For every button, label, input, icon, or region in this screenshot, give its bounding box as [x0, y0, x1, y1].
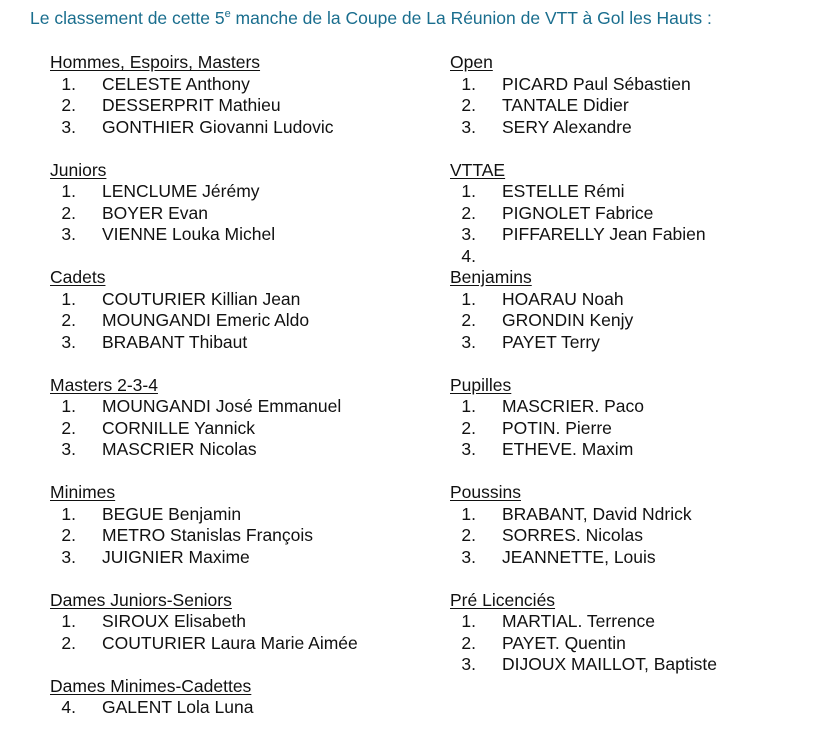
- result-entry: [450, 654, 717, 676]
- spacer: [450, 353, 717, 375]
- rank-number: 1.: [61, 611, 76, 631]
- result-entry: [50, 525, 358, 547]
- result-entry: [450, 633, 717, 655]
- rider-name: MOUNGANDI José Emmanuel: [102, 396, 342, 416]
- rank-number: 1.: [461, 73, 476, 94]
- result-entry: [50, 117, 358, 139]
- headline-text-start: Le classement de cette 5: [30, 8, 225, 28]
- rider-name: COUTURIER Killian Jean: [102, 288, 301, 309]
- category-title: Poussins: [450, 482, 522, 502]
- category-title: Benjamins: [450, 267, 532, 287]
- rank-number: 2.: [461, 310, 476, 330]
- rider-name: PIGNOLET Fabrice: [502, 202, 654, 223]
- category-title: Pré Licenciés: [450, 589, 556, 610]
- rank-number: 1.: [461, 181, 476, 201]
- rider-name: BEGUE Benjamin: [102, 503, 242, 524]
- result-entry: [450, 504, 717, 526]
- result-entry: [450, 117, 717, 139]
- rank-number: 1.: [61, 396, 76, 416]
- result-entry: [50, 310, 358, 332]
- result-entry: [50, 697, 358, 719]
- category-dames-juniors-seniors: [50, 590, 358, 655]
- result-entry: [450, 525, 717, 547]
- rider-name: PIFFARELLY Jean Fabien: [502, 224, 706, 244]
- category-title: Pupilles: [450, 374, 512, 395]
- rank-number: 1.: [61, 73, 76, 94]
- rank-number: 3.: [461, 116, 476, 137]
- rank-number: 2.: [61, 632, 76, 653]
- rank-number: 2.: [461, 417, 476, 438]
- rank-number: 3.: [61, 331, 76, 352]
- spacer: [50, 353, 358, 375]
- rider-name: GONTHIER Giovanni Ludovic: [102, 116, 334, 137]
- rider-name: MASCRIER Nicolas: [102, 439, 257, 459]
- result-entry: [50, 547, 358, 569]
- rank-number: 3.: [61, 116, 76, 137]
- rider-name: SIROUX Elisabeth: [102, 611, 246, 631]
- category-title: Dames Juniors-Seniors: [50, 589, 232, 610]
- category-title: Dames Minimes-Cadettes: [50, 675, 252, 696]
- category-title: Open: [450, 52, 493, 72]
- rider-name: JEANNETTE, Louis: [502, 546, 656, 567]
- rank-number: 3.: [461, 224, 476, 244]
- category-title: Cadets: [50, 267, 106, 287]
- category-title: VTTAE: [450, 159, 506, 180]
- result-entry: [50, 418, 358, 440]
- rank-number: 2.: [461, 632, 476, 653]
- rider-name: COUTURIER Laura Marie Aimée: [102, 632, 358, 653]
- rank-number: 3.: [461, 546, 476, 567]
- rider-name: LENCLUME Jérémy: [102, 181, 260, 201]
- category-juniors: [50, 160, 358, 246]
- result-entry: [450, 246, 717, 268]
- result-entry: [450, 203, 717, 225]
- result-entry: [450, 418, 717, 440]
- rank-number: 1.: [461, 611, 476, 631]
- result-entry: [50, 633, 358, 655]
- rank-number: 2.: [61, 417, 76, 438]
- spacer: [50, 246, 358, 268]
- category-masters-2-3-4: [50, 375, 358, 461]
- rank-number: 1.: [461, 288, 476, 309]
- rider-name: SORRES. Nicolas: [502, 525, 644, 545]
- result-entry: [450, 289, 717, 311]
- rider-name: GALENT Lola Luna: [102, 697, 254, 717]
- category-title: Masters 2-3-4: [50, 374, 158, 395]
- rank-number: 3.: [461, 439, 476, 459]
- rider-name: JUIGNIER Maxime: [102, 546, 250, 567]
- page-headline: [30, 8, 712, 29]
- rider-name: PAYET Terry: [502, 331, 600, 352]
- rider-name: METRO Stanislas François: [102, 525, 314, 545]
- category-benjamins: [450, 267, 717, 353]
- category-poussins: [450, 482, 717, 568]
- result-entry: [450, 332, 717, 354]
- rank-number: 2.: [61, 525, 76, 545]
- rider-name: ESTELLE Rémi: [502, 181, 625, 201]
- category-title: Hommes, Espoirs, Masters: [50, 52, 261, 72]
- category-title: Minimes: [50, 482, 116, 502]
- rank-number: 2.: [461, 202, 476, 223]
- result-entry: [50, 95, 358, 117]
- result-entry: [50, 439, 358, 461]
- rank-number: 1.: [61, 288, 76, 309]
- left-results-column: [50, 52, 358, 719]
- rider-name: DIJOUX MAILLOT, Baptiste: [502, 654, 717, 674]
- rider-name: MARTIAL. Terrence: [502, 611, 656, 631]
- category-open: [450, 52, 717, 138]
- rider-name: HOARAU Noah: [502, 288, 624, 309]
- rider-name: CELESTE Anthony: [102, 73, 250, 94]
- headline-text-end: manche de la Coupe de La Réunion de VTT à Gol les Hauts :: [230, 8, 712, 28]
- result-entry: [50, 611, 358, 633]
- spacer: [450, 138, 717, 160]
- rank-number: 1.: [461, 503, 476, 524]
- rank-number: 2.: [61, 310, 76, 330]
- category-hommes-espoirs-masters: [50, 52, 358, 138]
- category-cadets: [50, 267, 358, 353]
- category-title: Juniors: [50, 159, 107, 180]
- spacer: [50, 138, 358, 160]
- rider-name: PICARD Paul Sébastien: [502, 73, 691, 94]
- rider-name: PAYET. Quentin: [502, 632, 626, 653]
- rank-number: 3.: [61, 224, 76, 244]
- rank-number: 1.: [461, 396, 476, 416]
- rank-number: 4.: [461, 245, 476, 266]
- rider-name: BRABANT, David Ndrick: [502, 503, 692, 524]
- result-entry: [450, 439, 717, 461]
- spacer: [450, 568, 717, 590]
- rider-name: DESSERPRIT Mathieu: [102, 95, 281, 115]
- result-entry: [50, 74, 358, 96]
- result-entry: [450, 74, 717, 96]
- right-results-column: [450, 52, 717, 676]
- rider-name: MASCRIER. Paco: [502, 396, 644, 416]
- category-minimes: [50, 482, 358, 568]
- rank-number: 3.: [461, 331, 476, 352]
- rider-name: VIENNE Louka Michel: [102, 224, 276, 244]
- result-entry: [50, 181, 358, 203]
- rider-name: SERY Alexandre: [502, 116, 632, 137]
- spacer: [50, 654, 358, 676]
- rank-number: 2.: [61, 202, 76, 223]
- result-entry: [450, 310, 717, 332]
- category-pupilles: [450, 375, 717, 461]
- rank-number: 4.: [61, 697, 76, 717]
- rider-name: BRABANT Thibaut: [102, 331, 248, 352]
- result-entry: [50, 289, 358, 311]
- rank-number: 2.: [61, 95, 76, 115]
- rider-name: BOYER Evan: [102, 202, 209, 223]
- result-entry: [450, 95, 717, 117]
- result-entry: [450, 611, 717, 633]
- rank-number: 2.: [461, 95, 476, 115]
- rider-name: POTIN. Pierre: [502, 417, 612, 438]
- spacer: [450, 461, 717, 483]
- rank-number: 3.: [61, 439, 76, 459]
- category-vttae: [450, 160, 717, 268]
- rider-name: CORNILLE Yannick: [102, 417, 256, 438]
- rank-number: 1.: [61, 503, 76, 524]
- result-entry: [450, 181, 717, 203]
- headline-superscript: e: [224, 8, 231, 21]
- result-entry: [50, 504, 358, 526]
- rank-number: 2.: [461, 525, 476, 545]
- rider-name: GRONDIN Kenjy: [502, 310, 634, 330]
- result-entry: [50, 224, 358, 246]
- spacer: [50, 568, 358, 590]
- rank-number: 1.: [61, 181, 76, 201]
- category-pre-licencies: [450, 590, 717, 676]
- rank-number: 3.: [461, 654, 476, 674]
- result-entry: [50, 332, 358, 354]
- spacer: [50, 461, 358, 483]
- rider-name: TANTALE Didier: [502, 95, 629, 115]
- category-dames-minimes-cadettes: [50, 676, 358, 719]
- result-entry: [450, 396, 717, 418]
- result-entry: [50, 203, 358, 225]
- rider-name: MOUNGANDI Emeric Aldo: [102, 310, 310, 330]
- rank-number: 3.: [61, 546, 76, 567]
- result-entry: [450, 224, 717, 246]
- result-entry: [50, 396, 358, 418]
- result-entry: [450, 547, 717, 569]
- rider-name: ETHEVE. Maxim: [502, 439, 634, 459]
